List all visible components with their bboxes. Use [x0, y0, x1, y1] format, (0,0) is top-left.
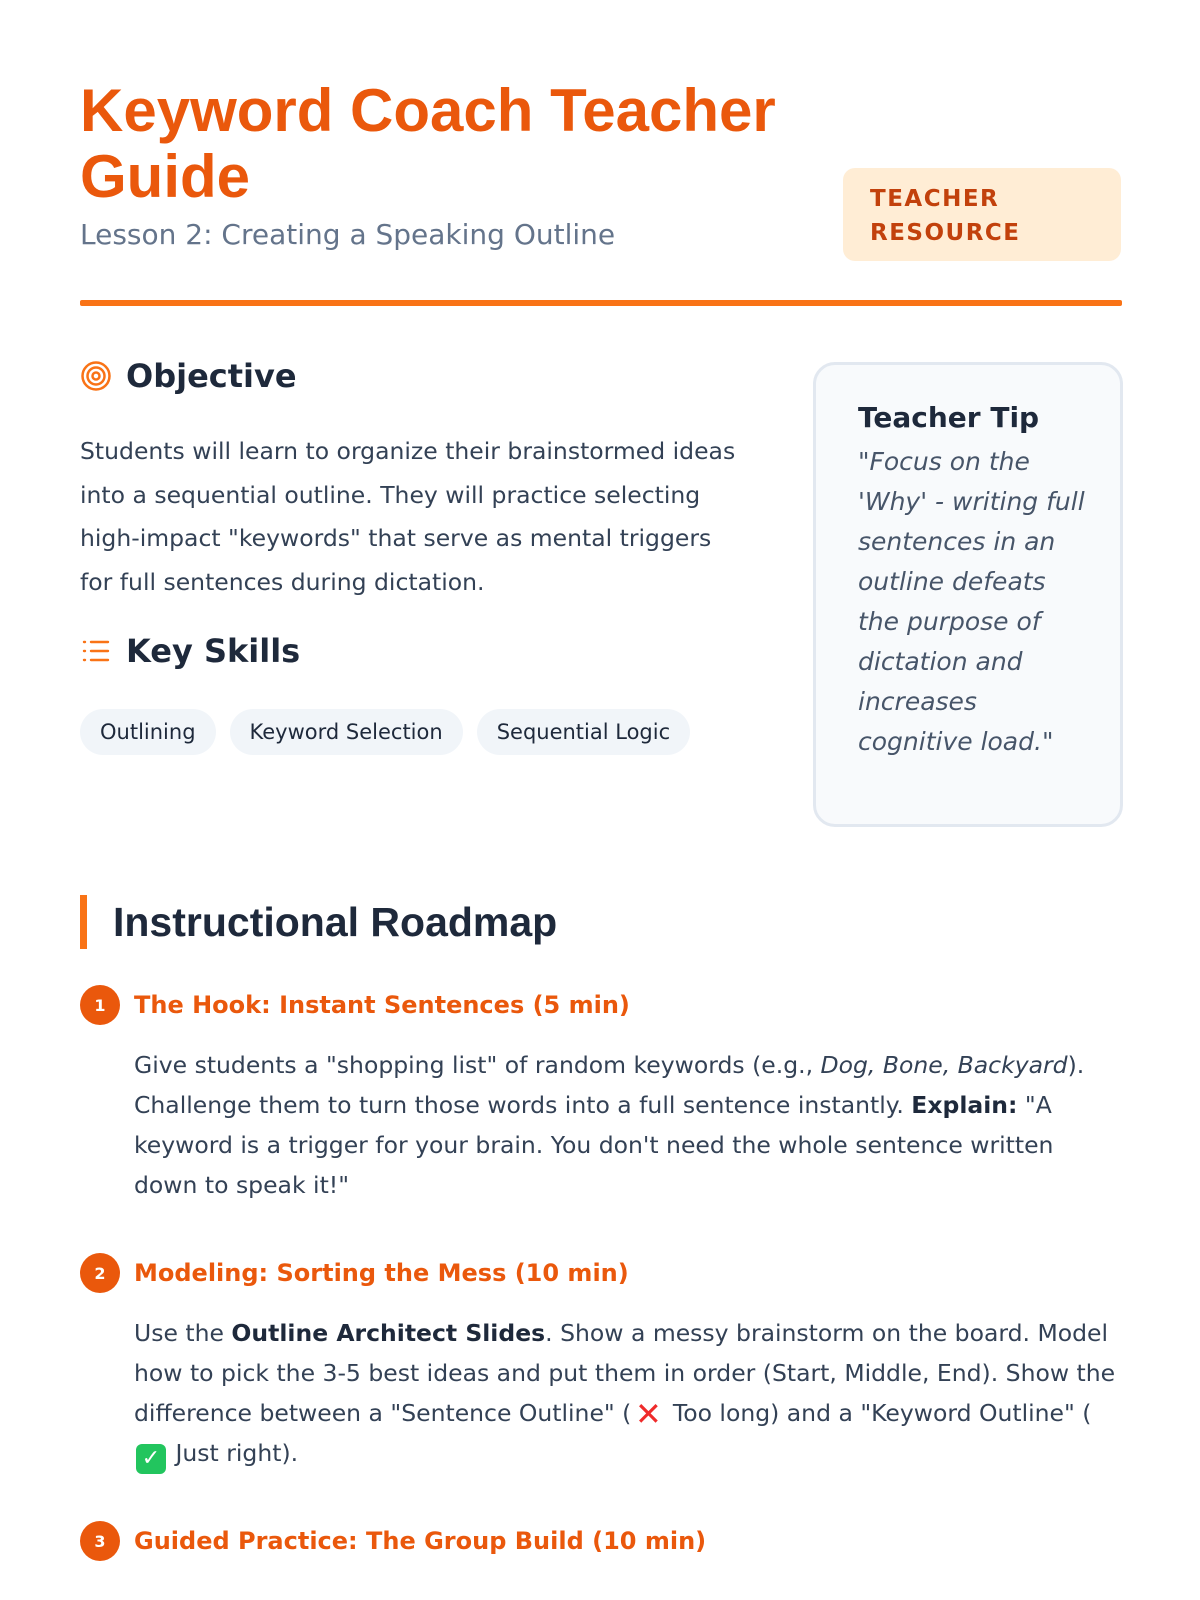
skill-chip: Keyword Selection — [230, 709, 463, 755]
step-number: 2 — [80, 1253, 120, 1293]
target-icon — [80, 360, 112, 392]
step-text: Use the — [134, 1319, 232, 1347]
step-header — [80, 1253, 1122, 1293]
skill-chip: Sequential Logic — [477, 709, 690, 755]
list-icon — [80, 635, 112, 667]
step-header — [80, 985, 1122, 1025]
cross-mark-icon: ✕ — [634, 1395, 662, 1433]
roadmap-heading-row — [80, 895, 557, 949]
step-text: ). Challenge them to turn those words into a full sentence instantly. — [134, 1051, 1085, 1119]
step-text: Just right). — [168, 1439, 299, 1467]
teacher-tip-card — [813, 362, 1123, 827]
teacher-tip-text: "Focus on the 'Why' - writing full sentences in an outline defeats the purpose of dictation and increases cognitive load." — [858, 447, 1085, 756]
step-emphasis: Outline Architect Slides — [231, 1319, 546, 1347]
step-examples: Dog, Bone, Backyard — [820, 1051, 1068, 1079]
teacher-resource-badge: TEACHER RESOURCE — [843, 168, 1121, 261]
step-number: 3 — [80, 1521, 120, 1561]
page-title: Keyword Coach Teacher Guide — [80, 77, 776, 210]
objective-heading-row — [80, 357, 297, 395]
skills-list — [80, 709, 690, 755]
skills-heading: Key Skills — [126, 632, 301, 670]
objective-heading: Objective — [126, 357, 297, 395]
roadmap-step — [80, 1253, 1122, 1474]
skill-chip: Outlining — [80, 709, 216, 755]
step-text: Give students a "shopping list" of random keywords (e.g., — [134, 1051, 821, 1079]
check-mark-icon: ✓ — [136, 1444, 166, 1474]
page-header — [80, 0, 1122, 306]
roadmap-heading: Instructional Roadmap — [113, 898, 558, 945]
lesson-subtitle: Lesson 2: Creating a Speaking Outline — [80, 218, 616, 251]
step-header — [80, 1521, 1122, 1561]
roadmap-step — [80, 985, 1122, 1205]
step-title: The Hook: Instant Sentences (5 min) — [134, 991, 630, 1019]
skills-heading-row — [80, 632, 300, 670]
step-text: Too long) and a "Keyword Outline" ( — [665, 1399, 1092, 1427]
objective-text: Students will learn to organize their brainstormed ideas into a sequential outline. They will practice selecting high-impact "keywords" that serve as mental triggers for full sentences during dictation. — [80, 437, 736, 596]
step-title: Modeling: Sorting the Mess (10 min) — [134, 1259, 629, 1287]
step-description — [134, 1313, 1122, 1474]
teacher-tip-heading: Teacher Tip — [858, 401, 1040, 434]
step-title: Guided Practice: The Group Build (10 min) — [134, 1527, 707, 1555]
step-description — [134, 1045, 1122, 1205]
step-emphasis: Explain: — [911, 1091, 1018, 1119]
roadmap-step — [80, 1521, 1122, 1561]
step-text: "A keyword is a trigger for your brain. You don't need the whole sentence written down to speak it!" — [134, 1091, 1054, 1199]
step-text: . Show a messy brainstorm on the board. Model how to pick the 3-5 best ideas and put them in order (Start, Middle, End). Show the difference between a "Sentence Outline" ( — [134, 1319, 1116, 1427]
step-number: 1 — [80, 985, 120, 1025]
teacher-guide-page — [80, 0, 1122, 1555]
header-divider — [80, 300, 1122, 306]
